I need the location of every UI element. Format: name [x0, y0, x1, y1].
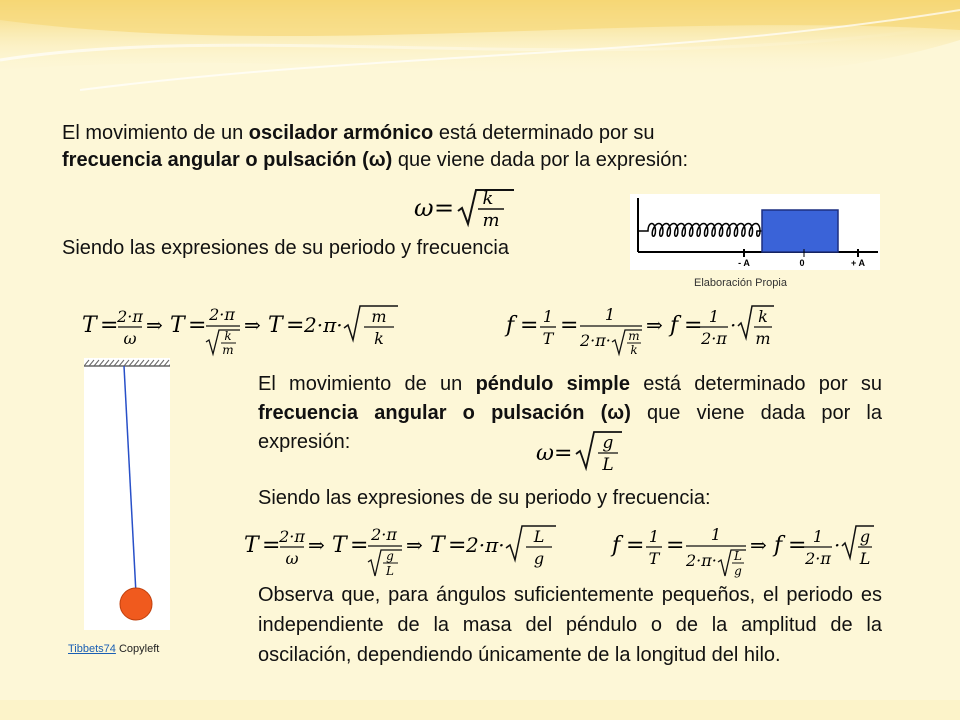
svg-text:=: =: [554, 441, 573, 466]
formula-frequency-spring: [506, 300, 776, 360]
pendulum-text: El movimiento de un: [258, 373, 476, 395]
svg-text:1: 1: [604, 305, 616, 324]
svg-text:ω: ω: [123, 329, 137, 348]
svg-text:⇒: ⇒: [244, 313, 261, 337]
svg-text:=: =: [286, 313, 305, 338]
svg-text:T: T: [170, 313, 185, 338]
svg-text:m: m: [482, 210, 500, 231]
intro-text: que viene dada por la expresión:: [392, 149, 689, 171]
svg-text:T: T: [244, 533, 259, 558]
svg-text:L: L: [734, 549, 742, 563]
tick-label-zero: 0: [799, 258, 805, 268]
svg-text:2·π·: 2·π·: [686, 551, 717, 570]
svg-text:2·π·: 2·π·: [304, 313, 343, 337]
svg-text:T: T: [542, 329, 554, 348]
formula-frequency-pendulum: [612, 522, 874, 582]
spring-heading: Siendo las expresiones de su periodo y frecuencia: [62, 237, 509, 259]
pendulum-heading: Siendo las expresiones de su periodo y frecuencia:: [258, 487, 711, 509]
svg-text:k: k: [374, 329, 384, 348]
pendulum-text: está determinado por su: [629, 373, 882, 395]
svg-text:=: =: [520, 313, 539, 338]
svg-text:=: =: [434, 194, 455, 222]
svg-text:m: m: [222, 343, 234, 357]
svg-text:g: g: [386, 549, 394, 563]
svg-text:=: =: [684, 313, 703, 338]
formula-omega-spring: [414, 186, 514, 230]
svg-text:T: T: [430, 533, 445, 558]
svg-text:1: 1: [542, 307, 554, 326]
mass-block: [762, 210, 838, 252]
svg-text:L: L: [859, 549, 871, 568]
svg-text:=: =: [350, 533, 369, 558]
svg-text:L: L: [386, 564, 394, 578]
pendulum-figure: [84, 358, 170, 630]
svg-text:=: =: [560, 313, 579, 338]
svg-text:=: =: [448, 533, 467, 558]
intro-term-angular-frequency: frecuencia angular o pulsación (ω): [62, 149, 393, 171]
pendulum-term-simple-pendulum: péndulo simple: [475, 373, 630, 395]
svg-text:⇒: ⇒: [146, 313, 163, 337]
svg-text:ω: ω: [414, 194, 434, 222]
svg-text:1: 1: [648, 527, 660, 546]
svg-text:2·π: 2·π: [209, 305, 235, 324]
pendulum-term-angular-frequency: frecuencia angular o pulsación (ω): [258, 402, 631, 424]
svg-text:2·π·: 2·π·: [580, 331, 611, 350]
svg-text:f: f: [774, 533, 783, 558]
svg-text:2·π: 2·π: [805, 549, 831, 568]
intro-term-oscillator: oscilador armónico: [248, 122, 434, 144]
pendulum-bob: [120, 588, 152, 620]
svg-text:⇒: ⇒: [646, 313, 663, 337]
svg-text:k: k: [758, 307, 768, 326]
svg-text:2·π: 2·π: [371, 525, 397, 544]
svg-text:f: f: [506, 313, 515, 338]
svg-text:1: 1: [812, 527, 824, 546]
svg-text:⇒: ⇒: [308, 533, 325, 557]
intro-paragraph: [62, 120, 862, 174]
tick-label-minus-a: - A: [738, 258, 750, 268]
svg-text:⇒: ⇒: [406, 533, 423, 557]
svg-text:ω: ω: [285, 549, 299, 568]
svg-text:T: T: [82, 313, 97, 338]
svg-text:=: =: [188, 313, 207, 338]
credit-author-link[interactable]: Tibbets74: [68, 643, 116, 655]
tick-label-plus-a: + A: [851, 258, 865, 268]
svg-text:g: g: [602, 433, 614, 453]
svg-text:L: L: [533, 527, 545, 546]
formula-period-pendulum: [244, 522, 560, 582]
svg-text:⇒: ⇒: [750, 533, 767, 557]
intro-text: El movimiento de un: [62, 122, 249, 144]
spring-figure-caption: Elaboración Propia: [694, 277, 787, 289]
svg-text:g: g: [734, 564, 742, 578]
formula-period-spring: [82, 300, 402, 360]
svg-text:g: g: [533, 549, 545, 568]
spring-mass-figure: [630, 194, 880, 270]
svg-text:k: k: [630, 343, 638, 357]
svg-text:T: T: [648, 549, 660, 568]
svg-text:2·π: 2·π: [117, 307, 143, 326]
svg-text:2·π: 2·π: [701, 329, 727, 348]
svg-text:=: =: [100, 313, 119, 338]
svg-text:T: T: [332, 533, 347, 558]
svg-text:f: f: [670, 313, 679, 338]
image-credit: [68, 643, 159, 655]
svg-text:=: =: [788, 533, 807, 558]
svg-text:2·π·: 2·π·: [466, 533, 505, 557]
svg-text:2·π: 2·π: [279, 527, 305, 546]
svg-text:1: 1: [708, 307, 720, 326]
formula-omega-pendulum: [536, 428, 626, 474]
svg-text:=: =: [262, 533, 281, 558]
svg-text:m: m: [371, 307, 387, 326]
svg-text:g: g: [859, 527, 871, 546]
svg-text:·: ·: [730, 313, 737, 337]
credit-license-text: Copyleft: [115, 643, 160, 655]
svg-text:m: m: [628, 329, 640, 343]
svg-text:=: =: [666, 533, 685, 558]
svg-text:·: ·: [834, 533, 841, 557]
intro-text: está determinado por su: [433, 122, 655, 144]
svg-text:L: L: [602, 455, 614, 475]
svg-text:1: 1: [710, 525, 722, 544]
pendulum-text: que viene dada por la expresión:: [258, 402, 882, 453]
svg-text:k: k: [224, 329, 232, 343]
svg-text:f: f: [612, 533, 621, 558]
svg-text:T: T: [268, 313, 283, 338]
svg-text:=: =: [626, 533, 645, 558]
svg-text:k: k: [482, 188, 494, 209]
svg-text:ω: ω: [536, 441, 554, 466]
svg-text:m: m: [755, 329, 771, 348]
observation-paragraph: Observa que, para ángulos suficientemente pequeños, el periodo es independiente de la masa del péndulo o de la amplitud de la oscilación, dependiendo únicamente de la longitud del hilo.: [258, 584, 882, 666]
